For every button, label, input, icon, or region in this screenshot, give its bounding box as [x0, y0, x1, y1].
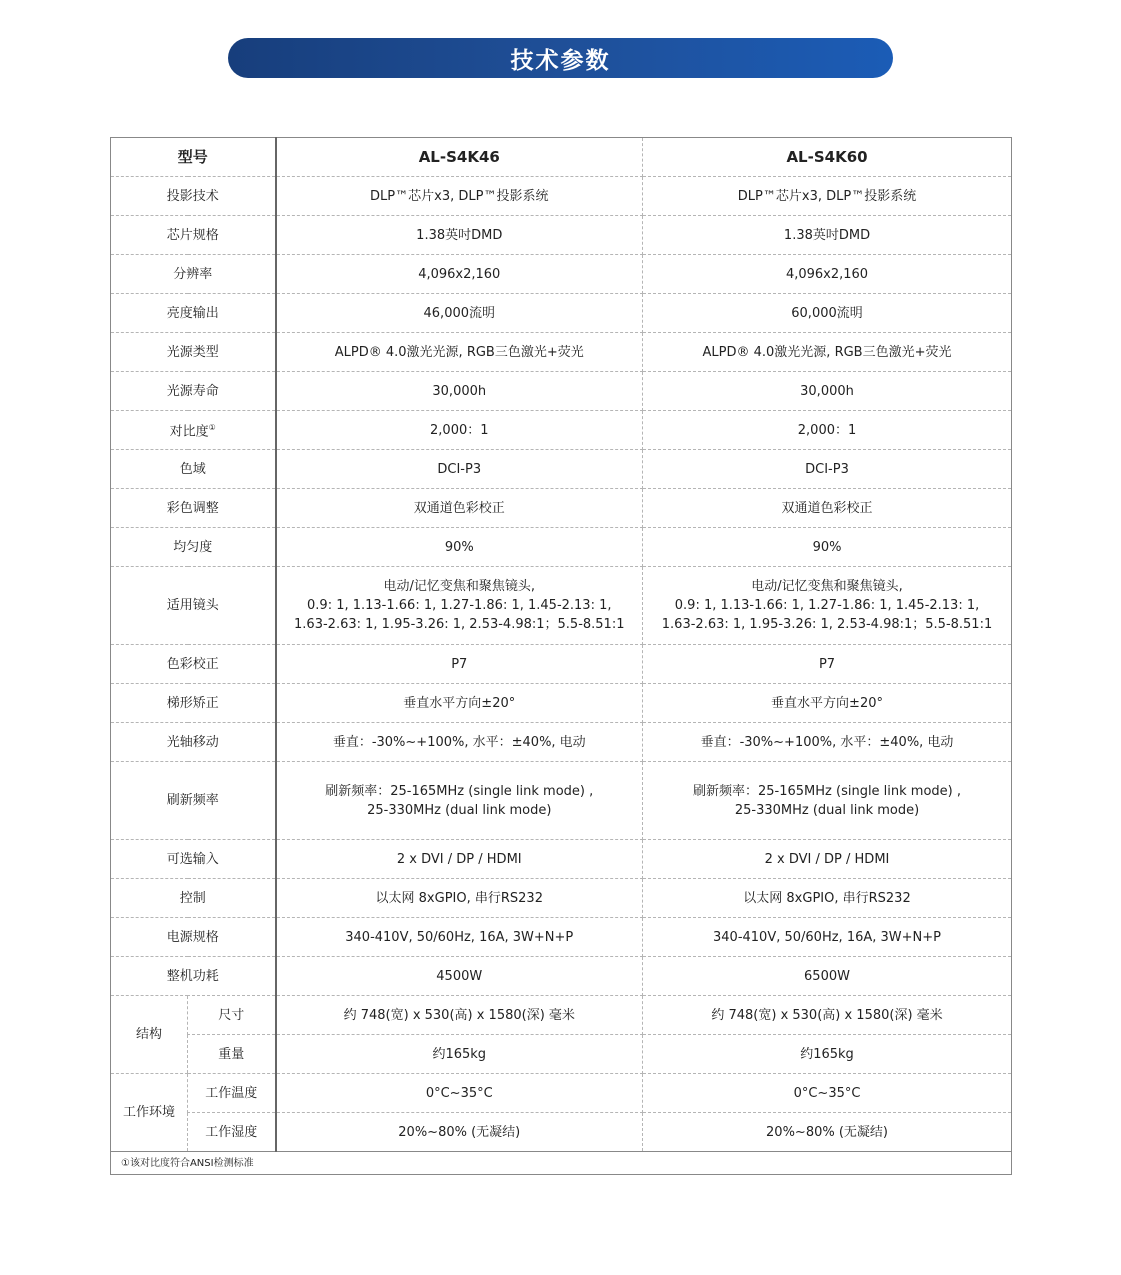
table-row: [111, 489, 1012, 528]
row-value-model-2: ALPD® 4.0激光光源, RGB三色激光+荧光: [643, 333, 1012, 372]
sub-label-size: 尺寸: [188, 996, 276, 1035]
row-value-model-2: DCI-P3: [643, 450, 1012, 489]
row-label: 刷新频率: [111, 762, 276, 840]
row-label: 芯片规格: [111, 216, 276, 255]
footnote-marker: ①: [208, 423, 216, 433]
row-value-model-1: 4,096x2,160: [276, 255, 643, 294]
row-value-model-1: 垂直：-30%~+100%, 水平：±40%, 电动: [276, 723, 643, 762]
sub-label-humidity: 工作湿度: [188, 1113, 276, 1152]
table-row: [111, 1074, 1012, 1113]
table-row: [111, 528, 1012, 567]
table-row: [111, 879, 1012, 918]
row-value-model-2: 双通道色彩校正: [643, 489, 1012, 528]
row-label: 均匀度: [111, 528, 276, 567]
table-row: [111, 1113, 1012, 1152]
section-title-banner: [228, 38, 893, 78]
group-label-environment: 工作环境: [111, 1074, 188, 1152]
footnote-row: [111, 1152, 1012, 1175]
table-row: [111, 411, 1012, 450]
row-value-model-2: 2,000：1: [643, 411, 1012, 450]
row-value-model-2: 刷新频率：25-165MHz (single link mode) , 25-330MHz (dual link mode): [643, 762, 1012, 840]
row-label: 光源寿命: [111, 372, 276, 411]
row-value-model-2: 340-410V, 50/60Hz, 16A, 3W+N+P: [643, 918, 1012, 957]
row-value-model-2: DLP™芯片x3, DLP™投影系统: [643, 177, 1012, 216]
table-row: [111, 957, 1012, 996]
table-row: [111, 723, 1012, 762]
row-value-model-2: 电动/记忆变焦和聚焦镜头, 0.9: 1, 1.13-1.66: 1, 1.27-1.86: 1, 1.45-2.13: 1, 1.63-2.63: 1, 1.95-3.26: 1, 2.53-4.98:1；5.5-8.51:1: [643, 567, 1012, 645]
table-header-row: [111, 138, 1012, 177]
row-value-model-1: 20%~80% (无凝结): [276, 1113, 643, 1152]
row-label: 电源规格: [111, 918, 276, 957]
row-value-model-1: 电动/记忆变焦和聚焦镜头, 0.9: 1, 1.13-1.66: 1, 1.27-1.86: 1, 1.45-2.13: 1, 1.63-2.63: 1, 1.95-3.26: 1, 2.53-4.98:1；5.5-8.51:1: [276, 567, 643, 645]
row-value-model-1: 垂直水平方向±20°: [276, 684, 643, 723]
table-row: [111, 177, 1012, 216]
table-row: [111, 1035, 1012, 1074]
row-value-model-1: 以太网 8xGPIO, 串行RS232: [276, 879, 643, 918]
row-value-model-1: 2 x DVI / DP / HDMI: [276, 840, 643, 879]
row-value-model-1: DCI-P3: [276, 450, 643, 489]
row-label: 控制: [111, 879, 276, 918]
row-value-model-1: 46,000流明: [276, 294, 643, 333]
row-value-model-2: 约 748(宽) x 530(高) x 1580(深) 毫米: [643, 996, 1012, 1035]
row-label: 彩色调整: [111, 489, 276, 528]
header-model-1: AL-S4K46: [276, 138, 643, 177]
row-value-model-1: 刷新频率：25-165MHz (single link mode) , 25-330MHz (dual link mode): [276, 762, 643, 840]
table-row: [111, 372, 1012, 411]
row-value-model-1: 0°C~35°C: [276, 1074, 643, 1113]
row-value-model-1: 340-410V, 50/60Hz, 16A, 3W+N+P: [276, 918, 643, 957]
row-label: 光轴移动: [111, 723, 276, 762]
row-value-model-1: 4500W: [276, 957, 643, 996]
row-value-model-1: 2,000：1: [276, 411, 643, 450]
row-value-model-2: P7: [643, 645, 1012, 684]
row-label: 亮度输出: [111, 294, 276, 333]
sub-label-temperature: 工作温度: [188, 1074, 276, 1113]
row-label: 色域: [111, 450, 276, 489]
spec-table: [110, 137, 1012, 1175]
row-value-model-1: 双通道色彩校正: [276, 489, 643, 528]
header-label: 型号: [111, 138, 276, 177]
row-value-model-2: 垂直水平方向±20°: [643, 684, 1012, 723]
row-label: 适用镜头: [111, 567, 276, 645]
section-title: 技术参数: [510, 47, 611, 74]
row-value-model-1: 1.38英吋DMD: [276, 216, 643, 255]
footnote: ①该对比度符合ANSI检测标准: [111, 1152, 1012, 1175]
row-label: 投影技术: [111, 177, 276, 216]
table-row: [111, 255, 1012, 294]
row-value-model-1: 约 748(宽) x 530(高) x 1580(深) 毫米: [276, 996, 643, 1035]
sub-label-weight: 重量: [188, 1035, 276, 1074]
row-value-model-1: ALPD® 4.0激光光源, RGB三色激光+荧光: [276, 333, 643, 372]
row-value-model-2: 0°C~35°C: [643, 1074, 1012, 1113]
row-label: 梯形矫正: [111, 684, 276, 723]
row-label: 色彩校正: [111, 645, 276, 684]
row-value-model-1: P7: [276, 645, 643, 684]
row-value-model-1: 约165kg: [276, 1035, 643, 1074]
table-row: [111, 762, 1012, 840]
table-row: [111, 294, 1012, 333]
table-row: [111, 567, 1012, 645]
row-value-model-2: 30,000h: [643, 372, 1012, 411]
header-model-2: AL-S4K60: [643, 138, 1012, 177]
group-label-structure: 结构: [111, 996, 188, 1074]
row-value-model-2: 6500W: [643, 957, 1012, 996]
row-value-model-2: 60,000流明: [643, 294, 1012, 333]
row-label-with-footnote: [111, 411, 276, 450]
row-value-model-2: 以太网 8xGPIO, 串行RS232: [643, 879, 1012, 918]
table-row: [111, 450, 1012, 489]
row-value-model-2: 垂直：-30%~+100%, 水平：±40%, 电动: [643, 723, 1012, 762]
table-row: [111, 840, 1012, 879]
table-row: [111, 333, 1012, 372]
row-value-model-1: 90%: [276, 528, 643, 567]
row-value-model-1: 30,000h: [276, 372, 643, 411]
table-row: [111, 216, 1012, 255]
row-label: 对比度: [169, 424, 209, 440]
row-value-model-2: 约165kg: [643, 1035, 1012, 1074]
row-value-model-2: 4,096x2,160: [643, 255, 1012, 294]
row-label: 分辨率: [111, 255, 276, 294]
row-value-model-2: 90%: [643, 528, 1012, 567]
row-label: 可选输入: [111, 840, 276, 879]
table-row: [111, 684, 1012, 723]
row-label: 整机功耗: [111, 957, 276, 996]
table-row: [111, 918, 1012, 957]
row-label: 光源类型: [111, 333, 276, 372]
row-value-model-1: DLP™芯片x3, DLP™投影系统: [276, 177, 643, 216]
row-value-model-2: 1.38英吋DMD: [643, 216, 1012, 255]
row-value-model-2: 20%~80% (无凝结): [643, 1113, 1012, 1152]
table-row: [111, 996, 1012, 1035]
row-value-model-2: 2 x DVI / DP / HDMI: [643, 840, 1012, 879]
table-row: [111, 645, 1012, 684]
